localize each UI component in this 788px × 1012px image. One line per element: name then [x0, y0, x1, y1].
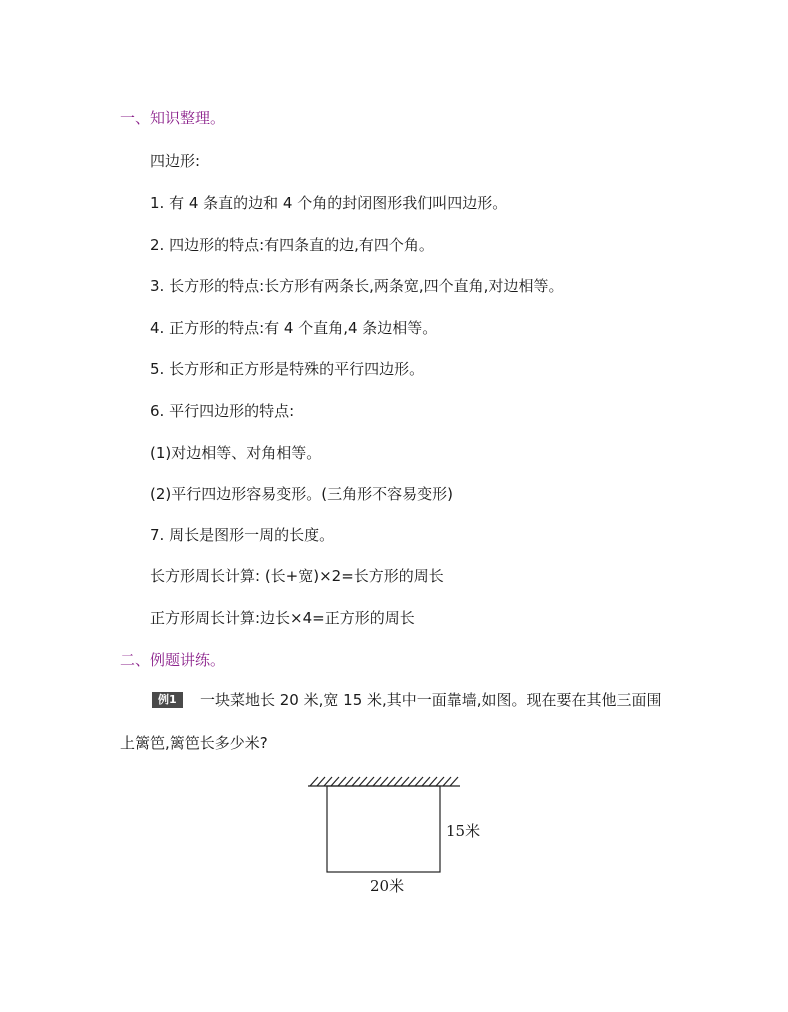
- text-line-6: 6. 平行四边形的特点:: [150, 402, 295, 420]
- text-line-5: 5. 长方形和正方形是特殊的平行四边形。: [150, 360, 425, 378]
- text-line-7: 7. 周长是图形一周的长度。: [150, 526, 335, 544]
- example-text-line1: 一块菜地长 20 米,宽 15 米,其中一面靠墙,如图。现在要在其他三面围: [200, 691, 662, 709]
- text-line-4: 4. 正方形的特点:有 4 个直角,4 条边相等。: [150, 319, 438, 337]
- text-line-square-perimeter: 正方形周长计算:边长×4=正方形的周长: [150, 609, 415, 627]
- text-line-quadrilateral: 四边形:: [150, 152, 201, 170]
- example-badge: 例1: [152, 692, 183, 708]
- width-label: 20米: [370, 877, 405, 895]
- height-label: 15米: [446, 822, 481, 840]
- section2-heading: 二、例题讲练。: [120, 651, 226, 669]
- rectangle-figure: [300, 770, 500, 904]
- text-line-6-1: (1)对边相等、对角相等。: [150, 444, 322, 462]
- section1-heading: 一、知识整理。: [120, 109, 226, 127]
- text-line-6-2: (2)平行四边形容易变形。(三角形不容易变形): [150, 485, 453, 503]
- wall-hatching: [308, 777, 460, 786]
- text-line-rect-perimeter: 长方形周长计算: (长+宽)×2=长方形的周长: [150, 567, 444, 585]
- text-line-1: 1. 有 4 条直的边和 4 个角的封闭图形我们叫四边形。: [150, 194, 508, 212]
- text-line-3: 3. 长方形的特点:长方形有两条长,两条宽,四个直角,对边相等。: [150, 277, 564, 295]
- text-line-2: 2. 四边形的特点:有四条直的边,有四个角。: [150, 236, 434, 254]
- example-text-line2: 上篱笆,篱笆长多少米?: [120, 734, 268, 752]
- vegetable-plot-rectangle: [327, 786, 440, 872]
